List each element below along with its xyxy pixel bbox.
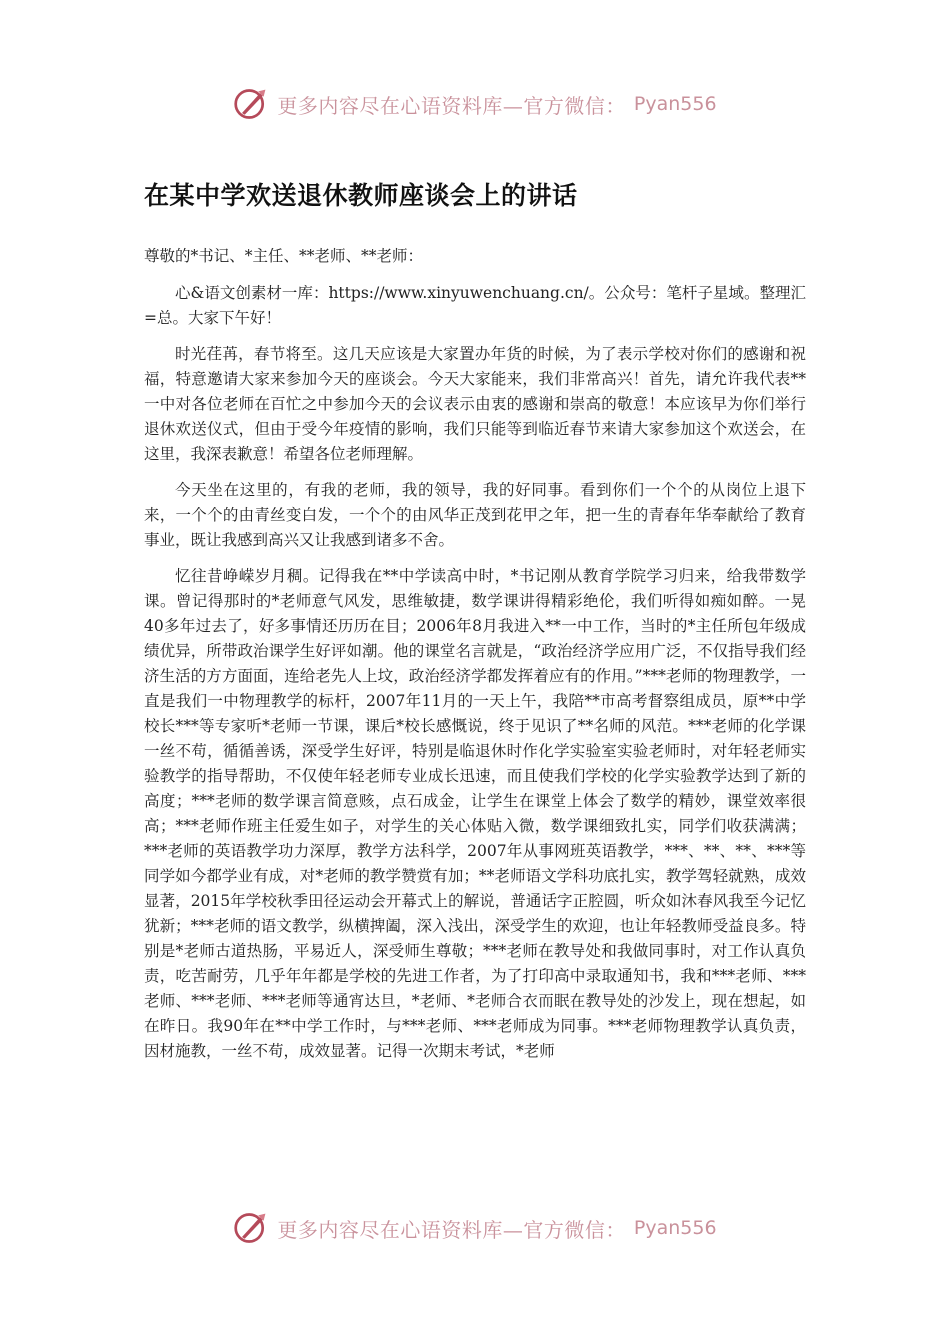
document-title: 在某中学欢送退休教师座谈会上的讲话: [144, 181, 578, 210]
banner-wechat-id: Pyan556: [633, 93, 717, 115]
banner-text: 更多内容尽在心语资料库—官方微信：: [277, 1217, 626, 1242]
paragraph-4: 忆往昔峥嵘岁月稠。记得我在**中学读高中时，*书记刚从教育学院学习归来，给我带数学课。曾记得那时的*老师意气风发，思维敏捷，数学课讲得精彩绝伦，我们听得如痴如醉。一晃40多年过去了，好多事情还历历在目；2006年8月我进入**一中工作，当时的*主任所包年级成绩优异，所带政治课学生好评如潮。他的课堂名言就是，“政治经济学应用广泛，不仅指导我们经济生活的方方面面，连给老先人上坟，政治经济学都发挥着应有的作用。”***老师的物理教学，一直是我们一中物理教学的标杆，2007年11月的一天上午，我陪**市高考督察组成员，原**中学校长***等专家听*老师一节课，课后*校长感慨说，终于见识了**名师的风范。***老师的化学课一丝不苟，循循善诱，深受学生好评，特别是临退休时作化学实验室实验老师时，对年轻老师实验教学的指导帮助，不仅使年轻老师专业成长迅速，而且使我们学校的化学实验教学达到了新的高度；***老师的数学课言简意赅，点石成金，让学生在课堂上体会了数学的精妙，课堂效率很高；***老师作班主任爱生如子，对学生的关心体贴入微，数学课细致扎实，同学们收获满满；***老师的英语教学功力深厚，教学方法科学，2007年从事网班英语教学，***、**、**、***等同学如今都学业有成，对*老师的教学赞赏有加；**老师语文学科功底扎实，教学驾轻就熟，成效显著，2015年学校秋季田径运动会开幕式上的解说，普通话字正腔圆，听众如沐春风我至今记忆犹新；***老师的语文教学，纵横捭阖，深入浅出，深受学生的欢迎，也让年轻教师受益良多。特别是*老师古道热肠，平易近人，深受师生尊敬；***老师在教导处和我做同事时，对工作认真负责，吃苦耐劳，几乎年年都是学校的先进工作者，为了打印高中录取通知书，我和***老师、***老师、***老师、***老师等通宵达旦，*老师、*老师合衣而眠在教导处的沙发上，现在想起，如在昨日。我90年在**中学工作时，与***老师、***老师成为同事。***老师物理教学认真负责，因材施教，一丝不苟，成效显著。记得一次期末考试，*老师: [144, 567, 806, 1060]
header-banner: [0, 86, 950, 122]
banner-text: 更多内容尽在心语资料库—官方微信：: [277, 93, 626, 118]
paragraph-1: 心&语文创素材一库：https://www.xinyuwenchuang.cn/。公众号：笔杆子星域。整理汇=总。大家下午好！: [144, 284, 806, 327]
banner-wechat-id: Pyan556: [633, 1217, 717, 1239]
paragraph-3: 今天坐在这里的，有我的老师，我的领导，我的好同事。看到你们一个个的从岗位上退下来，一个个的由青丝变白发，一个个的由风华正茂到花甲之年，把一生的青春年华奉献给了教育事业，既让我感到高兴又让我感到诸多不舍。: [144, 481, 806, 549]
greeting-line: 尊敬的*书记、*主任、**老师、**老师：: [144, 247, 424, 265]
document-body: [144, 176, 806, 1075]
quill-logo-icon: [233, 1210, 269, 1246]
footer-banner: [0, 1210, 950, 1246]
quill-logo-icon: [233, 86, 269, 122]
paragraph-2: 时光荏苒，春节将至。这几天应该是大家置办年货的时候，为了表示学校对你们的感谢和祝福，特意邀请大家来参加今天的座谈会。今天大家能来，我们非常高兴！首先，请允许我代表**一中对各位老师在百忙之中参加今天的会议表示由衷的感谢和崇高的敬意！本应该早为你们举行退休欢送仪式，但由于受今年疫情的影响，我们只能等到临近春节来请大家参加这个欢送会，在这里，我深表歉意！希望各位老师理解。: [144, 345, 806, 463]
